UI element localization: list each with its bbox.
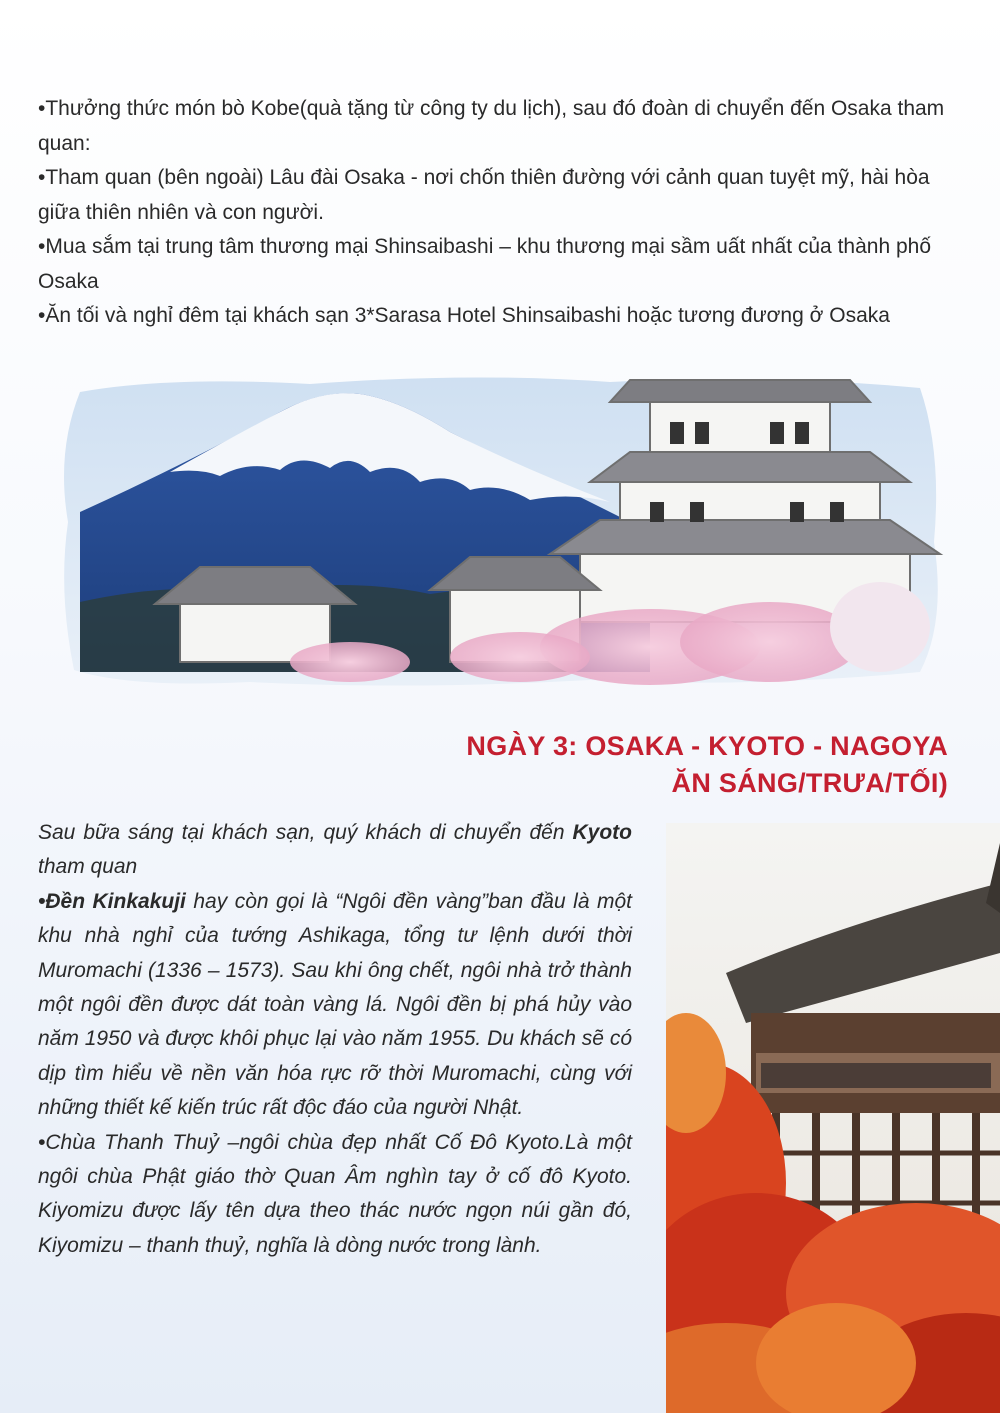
day-3-description — [38, 816, 632, 1263]
body-paragraph-3: •Chùa Thanh Thuỷ –ngôi chùa đẹp nhất Cố Đô Kyoto.Là một ngôi chùa Phật giáo thờ Quan Âm nghìn tay ở cố đô Kyoto. Kiyomizu được lấy tên dựa theo thác nước ngọn núi gần đó, Kiyomizu – thanh thuỷ, nghĩa là dòng nước trong lành. — [38, 1130, 632, 1257]
intro-paragraph: •Mua sắm tại trung tâm thương mại Shinsaibashi – khu thương mại sầm uất nhất của thành phố Osaka — [38, 235, 931, 293]
intro-text-block — [38, 92, 973, 334]
body-paragraph-2-text: hay còn gọi là “Ngôi đền vàng”ban đầu là một khu nhà nghỉ của tướng Ashikaga, tổng tư lệnh dưới thời Muromachi (1336 – 1573). Sau khi ông chết, ngôi nhà trở thành một ngôi đền được dát toàn vàng lá. Ngôi đền bị phá hủy vào năm 1950 và được khôi phục lại vào năm 1955. Du khách sẽ có dịp tìm hiểu về nền văn hóa rực rỡ thời Muromachi, cùng với những thiết kế kiến trúc rất độc đáo của người Nhật. — [38, 889, 632, 1120]
fuji-castle-image — [50, 372, 950, 690]
kiyomizu-temple-image — [666, 823, 1000, 1413]
intro-paragraph: •Ăn tối và nghỉ đêm tại khách sạn 3*Sarasa Hotel Shinsaibashi hoặc tương đương ở Osaka — [38, 304, 890, 327]
kyoto-bold: Kyoto — [572, 821, 632, 844]
body-paragraph-2 — [38, 885, 632, 1126]
body-paragraph-1-text: Sau bữa sáng tại khách sạn, quý khách di chuyển đến — [38, 821, 573, 844]
body-paragraph-1-tail: tham quan — [38, 855, 138, 879]
body-paragraph-1 — [38, 816, 632, 885]
day-3-title-line1: NGÀY 3: OSAKA - KYOTO - NAGOYA — [466, 731, 948, 761]
intro-paragraph: •Tham quan (bên ngoài) Lâu đài Osaka - nơi chốn thiên đường với cảnh quan tuyệt mỹ, hài hòa giữa thiên nhiên và con người. — [38, 166, 930, 224]
kinkakuji-bold: •Đền Kinkakuji — [38, 889, 186, 913]
day-3-title-line2: ĂN SÁNG/TRƯA/TỐI) — [671, 768, 948, 798]
day-3-heading — [348, 728, 948, 802]
intro-paragraph: •Thưởng thức món bò Kobe(quà tặng từ công ty du lịch), sau đó đoàn di chuyển đến Osaka tham quan: — [38, 97, 945, 155]
